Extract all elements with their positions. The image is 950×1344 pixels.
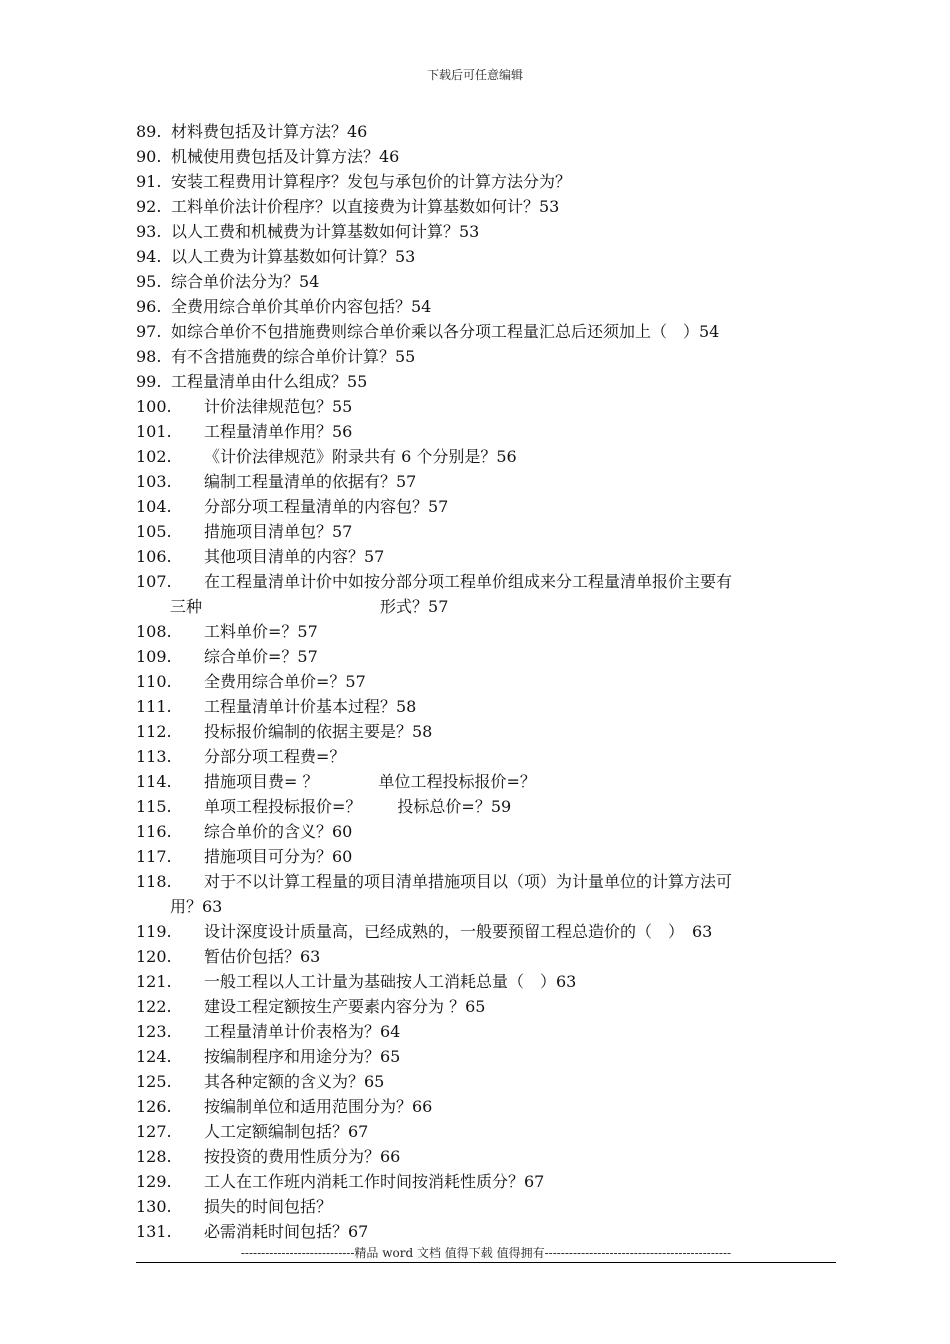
item-text: 全费用综合单价=？57 [204,672,366,691]
item-number: 113. [136,747,172,766]
list-item [136,419,846,444]
item-continuation [136,894,846,919]
list-item [136,844,846,869]
item-number: 99. [136,372,162,391]
item-number: 91. [136,172,162,191]
list-item [136,1119,846,1144]
list-item [136,944,846,969]
item-text-secondary: 单位工程投标报价=？ [378,772,536,791]
item-text: 建设工程定额按生产要素内容分为 ？65 [204,997,486,1016]
list-item [136,119,846,144]
item-number: 119. [136,922,172,941]
item-number: 97. [136,322,162,341]
item-number: 90. [136,147,162,166]
list-item [136,1044,846,1069]
item-number: 123. [136,1022,172,1041]
list-item [136,669,846,694]
list-item [136,219,846,244]
list-item [136,169,846,194]
item-text: 暂估价包括？63 [204,947,321,966]
list-item [136,494,846,519]
list-item [136,469,846,494]
item-text: 机械使用费包括及计算方法？46 [171,147,400,166]
item-number: 117. [136,847,172,866]
list-item [136,644,846,669]
list-item [136,719,846,744]
item-text: 分部分项工程量清单的内容包？57 [204,497,449,516]
item-number: 93. [136,222,162,241]
item-number: 129. [136,1172,172,1191]
footer-text: ----------------------------精品 word 文档 值得下载 值得拥有---------------------------------------------- [240,1246,732,1260]
item-number: 112. [136,722,172,741]
item-text: 综合单价=？57 [204,647,318,666]
list-item [136,619,846,644]
item-text: 必需消耗时间包括？67 [204,1222,369,1241]
item-text: 有不含措施费的综合单价计算？55 [171,347,416,366]
item-text: 分部分项工程费=？ [204,747,346,766]
item-number: 115. [136,797,172,816]
item-text: 人工定额编制包括？67 [204,1122,369,1141]
list-item [136,369,846,394]
list-item [136,819,846,844]
page-header: 下载后可任意编辑 [426,68,523,82]
item-text: 工料单价法计价程序？以直接费为计算基数如何计？53 [171,197,560,216]
footer-rule [136,1262,836,1263]
item-text: 以人工费和机械费为计算基数如何计算？53 [171,222,480,241]
item-number: 126. [136,1097,172,1116]
continuation-text-secondary: 形式？57 [380,597,449,616]
list-item [136,1019,846,1044]
item-number: 98. [136,347,162,366]
item-text: 措施项目可分为？60 [204,847,353,866]
item-text: 设计深度设计质量高，已经成熟的，一般要预留工程总造价的（ ） 63 [204,922,713,941]
item-number: 105. [136,522,172,541]
item-continuation [136,594,846,619]
list-item [136,244,846,269]
item-number: 106. [136,547,172,566]
list-item [136,969,846,994]
item-text: 综合单价的含义？60 [204,822,353,841]
item-text: 工程量清单由什么组成？55 [171,372,368,391]
item-number: 94. [136,247,162,266]
item-number: 124. [136,1047,172,1066]
item-number: 131. [136,1222,172,1241]
list-item [136,919,846,944]
item-number: 95. [136,272,162,291]
item-number: 128. [136,1147,172,1166]
item-text: 按编制程序和用途分为？65 [204,1047,401,1066]
item-text: 损失的时间包括？ [204,1197,333,1216]
list-item [136,744,846,769]
item-text: 如综合单价不包措施费则综合单价乘以各分项工程量汇总后还须加上（ ）54 [171,322,720,341]
list-item [136,769,846,794]
page-footer [136,1245,836,1263]
list-item [136,144,846,169]
list-item [136,1094,846,1119]
item-number: 116. [136,822,172,841]
item-number: 121. [136,972,172,991]
list-item [136,319,846,344]
list-item [136,794,846,819]
item-number: 130. [136,1197,172,1216]
list-item [136,994,846,1019]
item-number: 96. [136,297,162,316]
list-item [136,1144,846,1169]
item-number: 120. [136,947,172,966]
list-item [136,544,846,569]
item-text: 计价法律规范包？55 [204,397,353,416]
item-text: 工程量清单计价表格为？64 [204,1022,401,1041]
list-item [136,194,846,219]
list-item [136,869,846,919]
item-text: 安装工程费用计算程序？发包与承包价的计算方法分为？ [171,172,572,191]
list-item [136,1069,846,1094]
item-text: 以人工费为计算基数如何计算？53 [171,247,416,266]
item-text: 其各种定额的含义为？65 [204,1072,385,1091]
item-text: 编制工程量清单的依据有？57 [204,472,417,491]
item-text: 工料单价=？57 [204,622,318,641]
list-item [136,694,846,719]
item-number: 125. [136,1072,172,1091]
item-text: 工程量清单计价基本过程？58 [204,697,417,716]
item-text: 在工程量清单计价中如按分部分项工程单价组成来分工程量清单报价主要有 [204,572,733,591]
item-text: 按投资的费用性质分为？66 [204,1147,401,1166]
list-item [136,569,846,619]
item-text: 工程量清单作用？56 [204,422,353,441]
item-text: 其他项目清单的内容？57 [204,547,385,566]
list-item [136,1169,846,1194]
list-item [136,269,846,294]
item-number: 102. [136,447,172,466]
item-text: 综合单价法分为？54 [171,272,320,291]
list-item [136,444,846,469]
item-number: 89. [136,122,162,141]
item-number: 127. [136,1122,172,1141]
item-number: 122. [136,997,172,1016]
item-text: 《计价法律规范》附录共有 6 个分别是？56 [204,447,517,466]
item-text: 单项工程投标报价=？ [204,797,362,816]
item-number: 110. [136,672,172,691]
item-number: 92. [136,197,162,216]
item-text: 全费用综合单价其单价内容包括？54 [171,297,432,316]
list-item [136,394,846,419]
question-list [136,119,846,1244]
item-text-secondary: 投标总价=？59 [397,797,512,816]
item-text: 材料费包括及计算方法？46 [171,122,368,141]
item-text: 一般工程以人工计量为基础按人工消耗总量（ ）63 [204,972,577,991]
item-number: 108. [136,622,172,641]
item-text: 投标报价编制的依据主要是？58 [204,722,433,741]
item-number: 103. [136,472,172,491]
item-text: 措施项目费= ？ [204,772,319,791]
item-text: 工人在工作班内消耗工作时间按消耗性质分？67 [204,1172,545,1191]
item-text: 按编制单位和适用范围分为？66 [204,1097,433,1116]
item-number: 109. [136,647,172,666]
item-text: 对于不以计算工程量的项目清单措施项目以（项）为计量单位的计算方法可 [204,872,733,891]
item-number: 100. [136,397,172,416]
item-number: 118. [136,872,172,891]
list-item [136,344,846,369]
continuation-text: 三种 [170,597,203,616]
item-number: 114. [136,772,172,791]
list-item [136,1194,846,1219]
continuation-text: 用？63 [170,897,223,916]
item-number: 104. [136,497,172,516]
list-item [136,519,846,544]
item-number: 101. [136,422,172,441]
list-item [136,1219,846,1244]
item-number: 107. [136,572,172,591]
item-number: 111. [136,697,172,716]
item-text: 措施项目清单包？57 [204,522,353,541]
list-item [136,294,846,319]
